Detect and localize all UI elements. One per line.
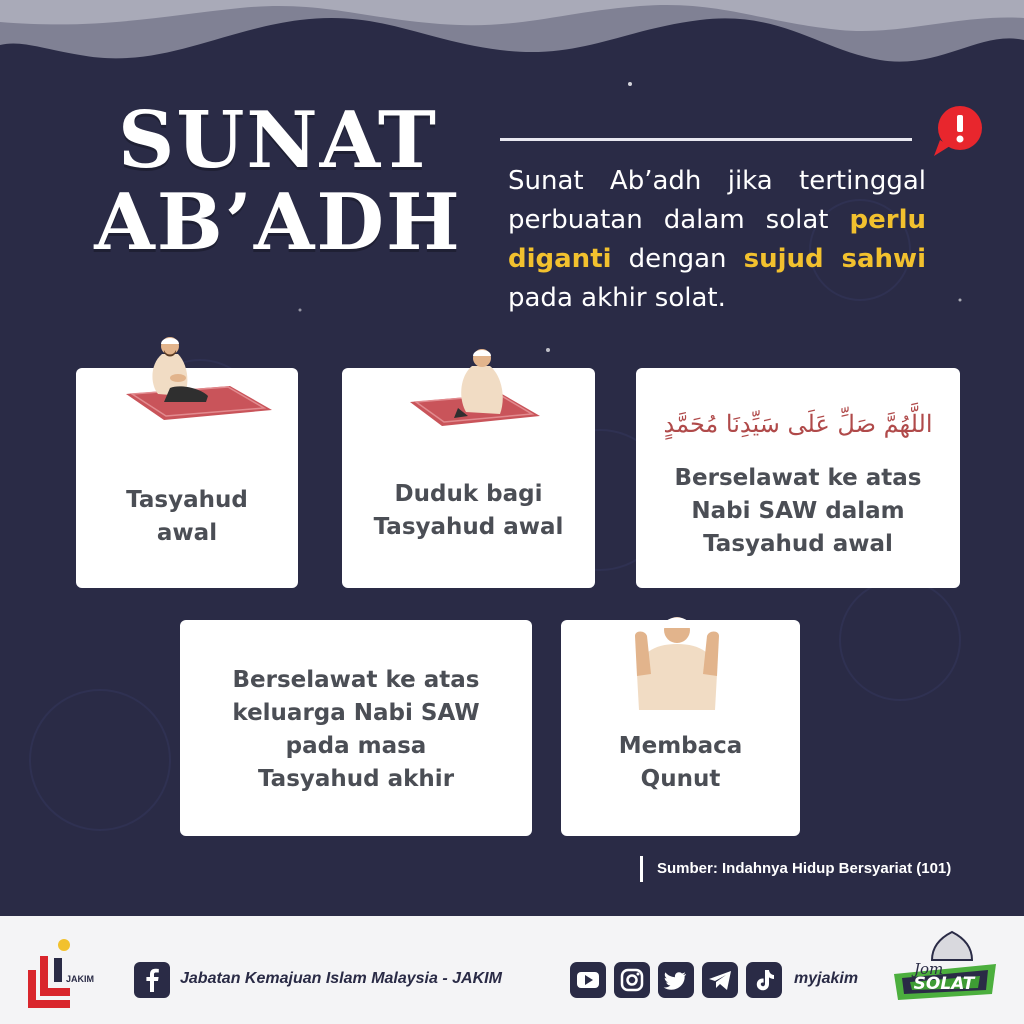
card-selawat-keluarga <box>180 620 532 836</box>
kneeling-man-illustration <box>120 336 276 432</box>
card-label <box>180 664 532 796</box>
card-label-line: Membaca <box>618 733 743 759</box>
intro-highlight-1: perlu diganti <box>508 205 926 274</box>
card-selawat-nabi <box>636 368 960 588</box>
arabic-selawat-text: اللَّهُمَّ صَلِّ عَلَى سَيِّدِنَا مُحَمَّدٍ <box>663 410 933 438</box>
jom-solat-text-1: Jom <box>914 960 944 978</box>
jom-solat-text-2: SOLAT <box>913 974 975 994</box>
card-label-line: Berselawat ke atas <box>674 465 922 491</box>
card-label-line: pada masa <box>285 733 427 759</box>
source-citation: Sumber: Indahnya Hidup Bersyariat (101) <box>640 856 951 882</box>
card-label-line: Tasyahud <box>126 487 248 513</box>
jakim-logo-text: JAKIM <box>66 974 95 984</box>
card-membaca-qunut <box>561 620 800 836</box>
title-divider <box>500 138 912 141</box>
tiktok-icon[interactable] <box>746 962 782 998</box>
jom-solat-logo <box>888 930 1002 1016</box>
card-label <box>636 462 960 561</box>
card-label <box>561 730 800 796</box>
alert-icon <box>930 104 986 160</box>
card-label-line: Tasyahud akhir <box>257 766 455 792</box>
intro-part-2: dengan <box>611 244 744 274</box>
youtube-icon[interactable] <box>570 962 606 998</box>
card-label-line: Tasyahud awal <box>373 514 564 540</box>
page-title <box>58 95 498 268</box>
card-tasyahud-awal <box>76 368 298 588</box>
jakim-logo <box>26 936 95 1014</box>
twitter-icon[interactable] <box>658 962 694 998</box>
facebook-page-link[interactable]: Jabatan Kemajuan Islam Malaysia - JAKIM <box>180 970 502 987</box>
card-label-line: Berselawat ke atas <box>232 667 480 693</box>
card-label-line: keluarga Nabi SAW <box>232 700 480 726</box>
card-label-line: Duduk bagi <box>394 481 543 507</box>
instagram-icon[interactable] <box>614 962 650 998</box>
sitting-man-back-illustration <box>406 346 546 438</box>
praying-hands-illustration <box>633 614 721 710</box>
card-label <box>76 484 298 550</box>
card-label-line: Qunut <box>640 766 721 792</box>
card-label <box>342 478 595 544</box>
intro-highlight-2: sujud sahwi <box>743 244 926 274</box>
card-duduk-tasyahud <box>342 368 595 588</box>
card-label-line: Tasyahud awal <box>703 531 893 557</box>
facebook-icon[interactable] <box>134 962 170 998</box>
title-line-1: SUNAT <box>118 95 438 186</box>
card-label-line: Nabi SAW dalam <box>691 498 905 524</box>
telegram-icon[interactable] <box>702 962 738 998</box>
title-line-2: AB’ADH <box>94 177 462 268</box>
intro-part-1: Sunat Ab’adh jika tertinggal perbuatan dalam solat <box>508 166 926 235</box>
social-handle[interactable]: myjakim <box>794 970 859 987</box>
card-label-line: awal <box>156 520 218 546</box>
intro-part-3: pada akhir solat. <box>508 283 726 313</box>
intro-text <box>508 162 926 318</box>
